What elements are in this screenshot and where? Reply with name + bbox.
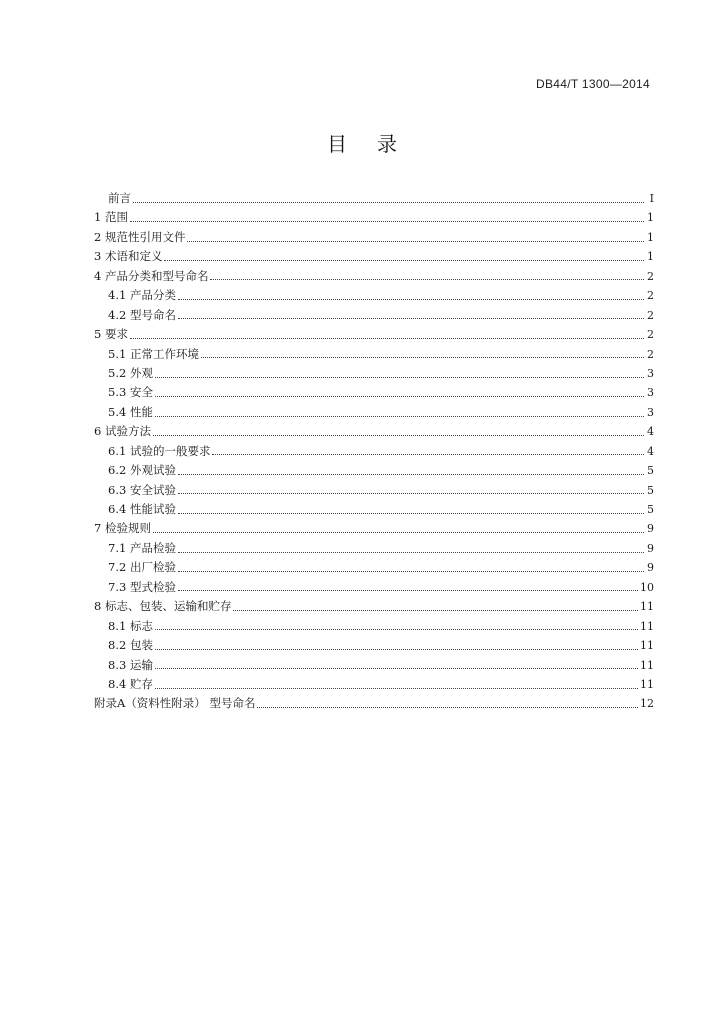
toc-entry[interactable]	[94, 364, 654, 383]
toc-dot-leader	[153, 531, 644, 533]
toc-entry-page-number: 2	[647, 347, 654, 361]
toc-dot-leader	[233, 609, 638, 611]
toc-entry[interactable]	[94, 617, 654, 636]
toc-entry-page-number: 2	[647, 308, 654, 322]
toc-entry-page-number: 9	[647, 541, 654, 555]
toc-dot-leader	[210, 278, 644, 280]
toc-dot-leader	[153, 434, 644, 436]
toc-dot-leader	[178, 570, 644, 572]
toc-entry[interactable]	[94, 461, 654, 480]
toc-entry-label: 8.3 运输	[108, 657, 153, 672]
toc-entry-page-number: 3	[647, 386, 654, 400]
toc-dot-leader	[130, 220, 644, 222]
toc-entry-label: 8.4 贮存	[108, 676, 153, 691]
toc-entry-page-number: 1	[647, 250, 654, 264]
toc-entry-page-number: 3	[647, 405, 654, 419]
toc-entry-label: 5.4 性能	[108, 404, 153, 419]
toc-entry-page-number: 9	[647, 561, 654, 575]
toc-entry-label: 前言	[108, 191, 131, 205]
toc-entry[interactable]	[94, 675, 654, 694]
toc-entry[interactable]	[94, 481, 654, 500]
toc-dot-leader	[155, 395, 644, 397]
toc-entry-label: 7.1 产品检验	[108, 540, 176, 555]
toc-entry-page-number: 11	[640, 677, 654, 691]
toc-entry-label: 6.3 安全试验	[108, 482, 176, 497]
toc-entry[interactable]	[94, 247, 654, 266]
toc-entry-label: 6.1 试验的一般要求	[108, 443, 211, 458]
toc-dot-leader	[130, 337, 644, 339]
toc-dot-leader	[164, 259, 644, 261]
toc-dot-leader	[155, 648, 638, 650]
toc-entry-label: 6 试验方法	[94, 424, 151, 439]
toc-dot-leader	[155, 687, 638, 689]
toc-entry[interactable]	[94, 656, 654, 675]
toc-entry[interactable]	[94, 306, 654, 325]
toc-entry-page-number: 4	[647, 444, 654, 458]
toc-dot-leader	[155, 415, 644, 417]
toc-entry-page-number: 5	[647, 464, 654, 478]
toc-entry[interactable]	[94, 286, 654, 305]
toc-dot-leader	[178, 551, 644, 553]
toc-entry[interactable]	[94, 578, 654, 597]
standard-code: DB44/T 1300—2014	[536, 77, 650, 91]
toc-entry-label: 3 术语和定义	[94, 249, 163, 264]
toc-entry[interactable]	[94, 228, 654, 247]
toc-entry-page-number: I	[649, 192, 654, 205]
toc-entry-page-number: 2	[647, 289, 654, 303]
toc-entry-label: 4.2 型号命名	[108, 307, 176, 322]
toc-entry-page-number: 12	[640, 697, 654, 711]
toc-entry-page-number: 1	[647, 211, 654, 225]
toc-entry-page-number: 2	[647, 328, 654, 342]
toc-entry-label: 6.4 性能试验	[108, 502, 176, 516]
toc-entry[interactable]	[94, 539, 654, 558]
toc-entry-page-number: 5	[647, 483, 654, 497]
toc-entry-label: 8.1 标志	[108, 618, 153, 633]
toc-dot-leader	[155, 376, 644, 378]
toc-entry-label: 8.2 包装	[108, 638, 153, 653]
toc-entry[interactable]	[94, 422, 654, 441]
toc-entry-page-number: 11	[640, 639, 654, 653]
toc-entry[interactable]	[94, 442, 654, 461]
toc-entry-label: 7 检验规则	[94, 521, 151, 536]
toc-entry-label: 5.3 安全	[108, 385, 153, 400]
toc-entry-page-number: 10	[640, 580, 654, 594]
toc-entry[interactable]	[94, 500, 654, 519]
toc-entry-label: 7.3 型式检验	[108, 579, 176, 594]
toc-dot-leader	[155, 667, 638, 669]
toc-entry[interactable]	[94, 345, 654, 364]
toc-entry-page-number: 9	[647, 522, 654, 536]
toc-entry-label: 5.2 外观	[108, 365, 153, 380]
toc-dot-leader	[178, 473, 644, 475]
toc-entry[interactable]	[94, 189, 654, 208]
toc-entry[interactable]	[94, 383, 654, 402]
toc-dot-leader	[178, 589, 638, 591]
toc-dot-leader	[155, 628, 638, 630]
toc-entry[interactable]	[94, 267, 654, 286]
toc-entry-label: 6.2 外观试验	[108, 463, 176, 478]
toc-entry-label: 4 产品分类和型号命名	[94, 268, 209, 283]
toc-entry[interactable]	[94, 519, 654, 538]
toc-entry-page-number: 11	[640, 600, 654, 614]
toc-entry-label: 7.2 出厂检验	[108, 560, 176, 575]
toc-entry-label: 5 要求	[94, 327, 128, 342]
toc-dot-leader	[212, 453, 644, 455]
toc-entry-label: 5.1 正常工作环境	[108, 346, 199, 361]
toc-entry[interactable]	[94, 208, 654, 227]
toc-dot-leader	[257, 706, 638, 708]
toc-entry-label: 2 规范性引用文件	[94, 229, 186, 244]
toc-dot-leader	[178, 512, 644, 514]
table-of-contents	[94, 189, 654, 714]
toc-entry-page-number: 5	[647, 503, 654, 516]
toc-entry-page-number: 11	[640, 619, 654, 633]
toc-dot-leader	[178, 317, 644, 319]
toc-dot-leader	[178, 492, 644, 494]
toc-entry-page-number: 3	[647, 366, 654, 380]
toc-entry-page-number: 11	[640, 658, 654, 672]
toc-entry[interactable]	[94, 636, 654, 655]
toc-entry[interactable]	[94, 597, 654, 616]
toc-dot-leader	[178, 298, 644, 300]
toc-entry[interactable]	[94, 325, 654, 344]
toc-entry-page-number: 2	[647, 269, 654, 283]
toc-dot-leader	[133, 201, 644, 203]
toc-entry-label: 附录A（资料性附录） 型号命名	[94, 696, 256, 711]
toc-entry-label: 4.1 产品分类	[108, 288, 176, 303]
toc-entry-label: 1 范围	[94, 210, 128, 225]
toc-entry[interactable]	[94, 694, 654, 713]
toc-dot-leader	[187, 240, 644, 242]
toc-dot-leader	[201, 356, 644, 358]
toc-entry[interactable]	[94, 558, 654, 577]
toc-entry-page-number: 1	[647, 230, 654, 244]
toc-entry-label: 8 标志、包装、运输和贮存	[94, 599, 232, 614]
toc-entry-page-number: 4	[647, 425, 654, 439]
toc-entry[interactable]	[94, 403, 654, 422]
page-title: 目录	[327, 132, 427, 156]
